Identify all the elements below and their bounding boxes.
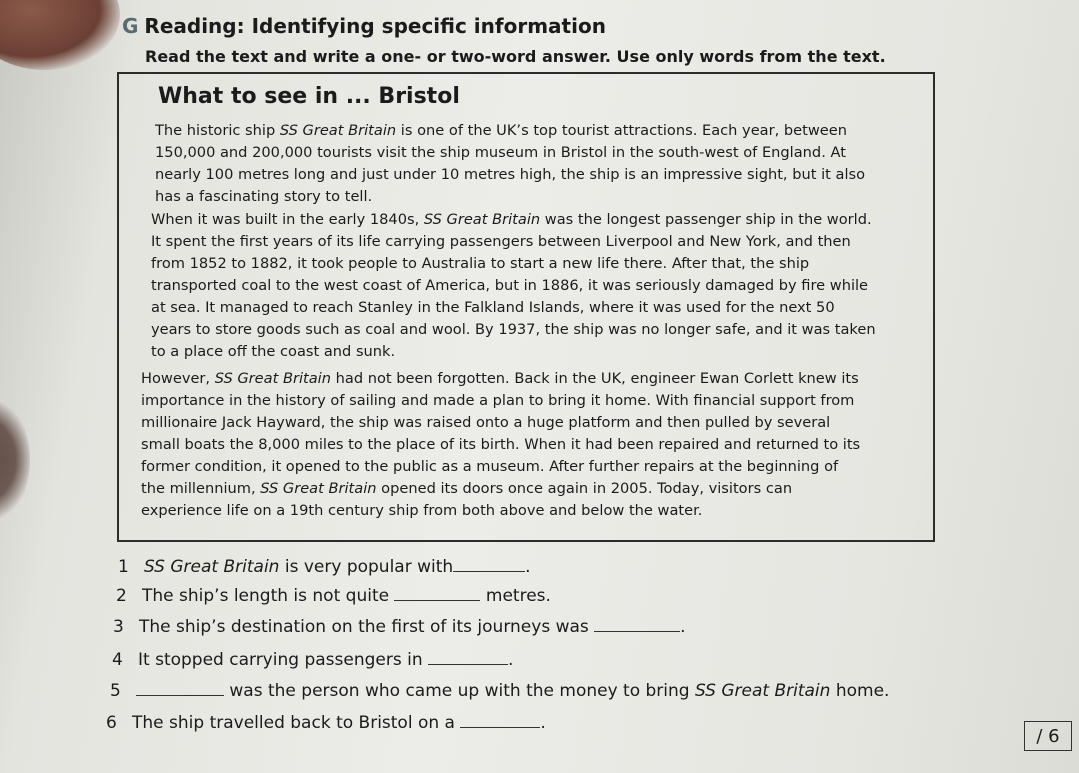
photo-finger-top (0, 0, 120, 70)
paragraph-line: 150,000 and 200,000 tourists visit the ship museum in Bristol in the south-west of England. At (155, 144, 846, 161)
section-heading (122, 14, 606, 38)
question-number: 6 (106, 713, 117, 733)
question-text-end: metres. (485, 586, 551, 606)
paragraph-line: importance in the history of sailing and made a plan to bring it home. With financial support from (141, 392, 855, 409)
paragraph-line: The historic ship SS Great Britain is one of the UK’s top tourist attractions. Each year, between (155, 122, 847, 139)
paragraph-line: millionaire Jack Hayward, the ship was raised onto a huge platform and then pulled by several (141, 414, 831, 431)
paragraph-line: experience life on a 19th century ship from both above and below the water. (141, 502, 703, 519)
paragraph-line: years to store goods such as coal and wool. By 1937, the ship was no longer safe, and it was taken (151, 321, 876, 338)
question-number: 3 (113, 617, 124, 637)
photo-finger-left (0, 400, 30, 520)
answer-blank-6[interactable] (460, 712, 540, 728)
score-box: / 6 (1024, 721, 1072, 751)
question-5 (110, 680, 889, 701)
question-2 (116, 585, 551, 606)
answer-blank-3[interactable] (594, 616, 680, 632)
question-text: It stopped carrying passengers in (138, 650, 423, 670)
question-number: 2 (116, 586, 127, 606)
paragraph-line: at sea. It managed to reach Stanley in the Falkland Islands, where it was used for the next 50 (151, 299, 835, 316)
instruction-text: Read the text and write a one- or two-word answer. Use only words from the text. (145, 47, 886, 66)
paragraph-line: former condition, it opened to the public as a museum. After further repairs at the beginning of (141, 458, 839, 475)
paragraph-2 (151, 209, 876, 363)
article-title: What to see in ... Bristol (158, 84, 460, 109)
answer-blank-2[interactable] (394, 585, 480, 601)
question-text: The ship’s length is not quite (142, 586, 390, 606)
question-text: The ship travelled back to Bristol on a (132, 713, 455, 733)
paragraph-line: the millennium, SS Great Britain opened its doors once again in 2005. Today, visitors can (141, 480, 793, 497)
paragraph-line: It spent the first years of its life carrying passengers between Liverpool and New York, and then (151, 233, 851, 250)
question-4 (112, 649, 513, 670)
paragraph-line: When it was built in the early 1840s, SS Great Britain was the longest passenger ship in the world. (151, 211, 872, 228)
section-letter: G (122, 14, 139, 38)
question-text: The ship’s destination on the first of its journeys was (139, 617, 589, 637)
paragraph-line: However, SS Great Britain had not been forgotten. Back in the UK, engineer Ewan Corlett knew its (141, 370, 859, 387)
paragraph-line: from 1852 to 1882, it took people to Australia to start a new life there. After that, the ship (151, 255, 810, 272)
answer-blank-5[interactable] (136, 680, 224, 696)
question-text-end: . (680, 617, 686, 637)
question-6 (106, 712, 546, 733)
question-text: was the person who came up with the money to bring SS Great Britain home. (229, 681, 890, 701)
question-text-end: . (525, 557, 531, 577)
question-3 (113, 616, 686, 637)
question-text-end: . (540, 713, 546, 733)
paragraph-line: has a fascinating story to tell. (155, 188, 373, 205)
paragraph-3 (141, 368, 860, 522)
paragraph-line: small boats the 8,000 miles to the place of its birth. When it had been repaired and returned to its (141, 436, 861, 453)
question-number: 4 (112, 650, 123, 670)
question-number: 5 (110, 681, 121, 701)
paragraph-1 (155, 120, 865, 208)
answer-blank-4[interactable] (428, 649, 508, 665)
section-title: Reading: Identifying specific information (144, 14, 606, 38)
question-number: 1 (118, 557, 129, 577)
paragraph-line: nearly 100 metres long and just under 10 metres high, the ship is an impressive sight, but it also (155, 166, 866, 183)
paragraph-line: transported coal to the west coast of America, but in 1886, it was seriously damaged by fire while (151, 277, 869, 294)
question-text-end: . (508, 650, 514, 670)
question-text: SS Great Britain is very popular with (144, 557, 454, 577)
question-1 (118, 556, 531, 577)
answer-blank-1[interactable] (453, 556, 525, 572)
paragraph-line: to a place off the coast and sunk. (151, 343, 396, 360)
